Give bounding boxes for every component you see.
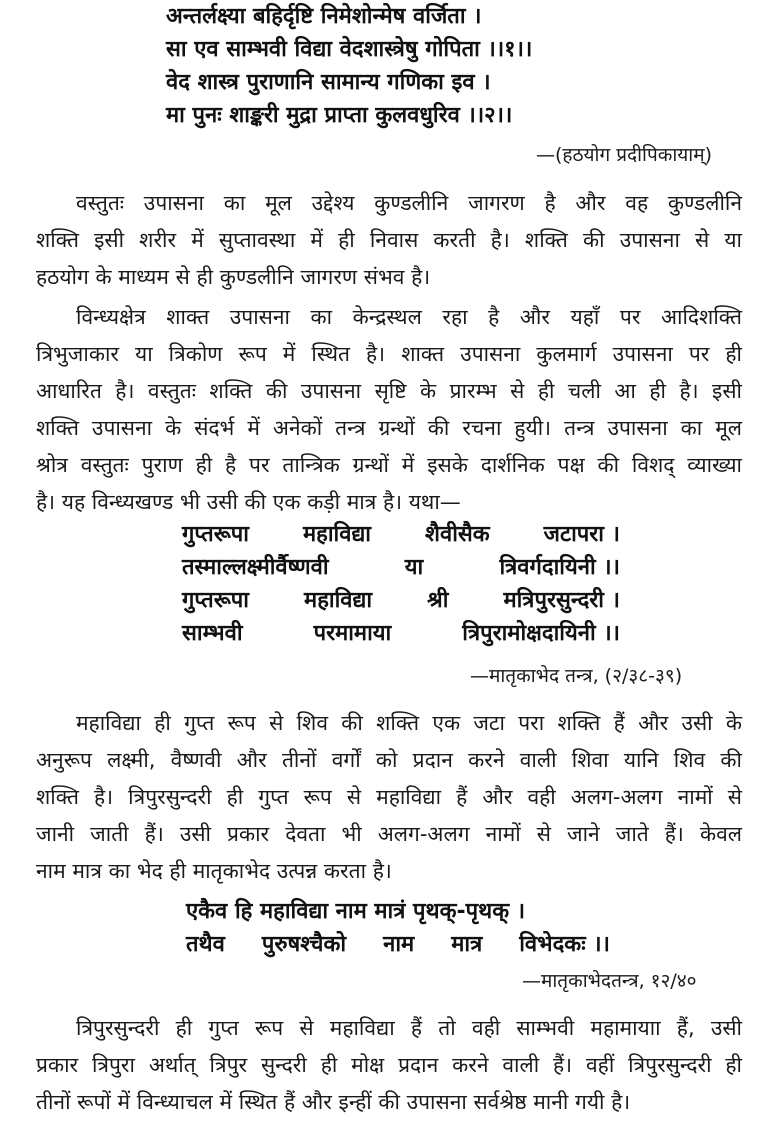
verse-word: जटापरा । bbox=[543, 522, 620, 547]
paragraph-line: त्रिपुरसुन्दरी ही गुप्त रूप से महाविद्या हैं तो वही साम्भवी महामायाा हैं, उसी bbox=[76, 1016, 742, 1040]
paragraph-line: श्रोत्र वस्तुतः पुराण ही है पर तान्त्रिक ग्रन्थों में इसके दार्शनिक पक्ष की विशद् व्याख्या bbox=[36, 453, 742, 477]
verse-matrikabheda-1 bbox=[182, 518, 620, 650]
verse-word: मात्र bbox=[451, 932, 483, 957]
citation-matrikabheda-1: —मातृकाभेद तन्त्र, (२/३८-३९) bbox=[470, 665, 683, 687]
verse-word: मत्रिपुरसुन्दरी । bbox=[503, 588, 620, 613]
paragraph-line: अनुरूप लक्ष्मी, वैष्णवी और तीनों वर्गों को प्रदान करने वाली शिवा यानि शिव की bbox=[36, 748, 742, 772]
verse-line bbox=[182, 551, 620, 584]
verse-line: अन्तर्लक्ष्या बहिर्दृष्टि निमेशोन्मेष वर्जिता । bbox=[166, 4, 482, 29]
verse-word: नाम bbox=[383, 932, 415, 957]
paragraph-4 bbox=[36, 1010, 742, 1121]
paragraph-line: आधारित है। वस्तुतः शक्ति की उपासना सृष्टि के प्रारम्भ से ही चली आ ही है। इसी bbox=[36, 379, 742, 403]
verse-word: महाविद्या bbox=[304, 588, 373, 613]
paragraph-line: शक्ति है। त्रिपुरसुन्दरी ही गुप्त रूप से महाविद्या हैं और वही अलग-अलग नामों से bbox=[36, 785, 742, 809]
verse-line bbox=[186, 928, 610, 961]
verse-line bbox=[182, 518, 620, 551]
verse-word: श्री bbox=[427, 588, 449, 613]
verse-word: त्रिपुरामोक्षदायिनी ।। bbox=[462, 621, 620, 646]
citation-hathayoga: —(हठयोग प्रदीपिकायाम्) bbox=[536, 144, 712, 166]
verse-word: साम्भवी bbox=[182, 621, 243, 646]
verse-word: महाविद्या bbox=[302, 522, 372, 547]
paragraph-2 bbox=[36, 299, 742, 521]
paragraph-3 bbox=[36, 705, 742, 890]
paragraph-line: त्रिभुजाकार या त्रिकोण रूप में स्थित है। शाक्त उपासना कुलमार्ग उपासना पर ही bbox=[36, 342, 742, 366]
verse-word: पुरुषश्चैको bbox=[261, 932, 347, 957]
verse-word: गुप्तरूपा bbox=[182, 588, 249, 613]
paragraph-line: प्रकार त्रिपुरा अर्थात् त्रिपुर सुन्दरी ही मोक्ष प्रदान करने वाली हैं। वहीं त्रिपुरसुन्दरी ही bbox=[36, 1053, 742, 1077]
paragraph-1 bbox=[36, 185, 742, 296]
citation-matrikabheda-2: —मातृकाभेदतन्त्र, १२/४० bbox=[522, 970, 697, 992]
verse-word: परमामाया bbox=[313, 621, 392, 646]
verse-matrikabheda-2 bbox=[186, 895, 610, 961]
verse-word: शैवीसैक bbox=[425, 522, 490, 547]
paragraph-line: नाम मात्र का भेद ही मातृकाभेद उत्पन्न करता है। bbox=[36, 859, 392, 883]
verse-word: तथैव bbox=[186, 932, 225, 957]
paragraph-line: शक्ति उपासना के संदर्भ में अनेकों तन्त्र ग्रन्थों की रचना हुयी। तन्त्र उपासना का मूल bbox=[36, 416, 742, 440]
paragraph-line: महाविद्या ही गुप्त रूप से शिव की शक्ति एक जटा परा शक्ति हैं और उसी के bbox=[76, 711, 742, 735]
verse-hathayoga bbox=[166, 0, 532, 132]
paragraph-line: विन्ध्यक्षेत्र शाक्त उपासना का केन्द्रस्थल रहा है और यहाँ पर आदिशक्ति bbox=[76, 305, 742, 329]
verse-word: त्रिवर्गदायिनी ।। bbox=[499, 555, 620, 580]
verse-word: विभेदकः ।। bbox=[519, 932, 610, 957]
verse-word: गुप्तरूपा bbox=[182, 522, 249, 547]
verse-word: तस्माल्लक्ष्मीर्वैष्णवी bbox=[182, 555, 329, 580]
verse-line: मा पुनः शाङ्करी मुद्रा प्राप्ता कुलवधुरिव ।।२।। bbox=[166, 103, 513, 128]
paragraph-line: वस्तुतः उपासना का मूल उद्देश्य कुण्डलीनि जागरण है और वह कुण्डलीनि bbox=[76, 191, 742, 215]
verse-word: या bbox=[404, 555, 424, 580]
paragraph-line: जानी जाती हैं। उसी प्रकार देवता भी अलग-अलग नामों से जाने जाते हैं। केवल bbox=[36, 822, 742, 846]
paragraph-line: है। यह विन्ध्यखण्ड भी उसी की एक कड़ी मात्र है। यथा— bbox=[36, 490, 461, 514]
verse-line: सा एव साम्भवी विद्या वेदशास्त्रेषु गोपिता ।।१।। bbox=[166, 37, 533, 62]
paragraph-line: शक्ति इसी शरीर में सुप्तावस्था में ही निवास करती है। शक्ति की उपासना से या bbox=[36, 228, 742, 252]
paragraph-line: हठयोग के माध्यम से ही कुण्डलीनि जागरण संभव है। bbox=[36, 265, 431, 289]
verse-line bbox=[182, 617, 620, 650]
verse-line bbox=[182, 584, 620, 617]
paragraph-line: तीनों रूपों में विन्ध्याचल में स्थित हैं और इन्हीं की उपासना सर्वश्रेष्ठ मानी गयी है। bbox=[36, 1090, 631, 1114]
verse-line: एकैव हि महाविद्या नाम मात्रं पृथक्-पृथक् । bbox=[186, 899, 526, 924]
verse-line: वेद शास्त्र पुराणानि सामान्य गणिका इव । bbox=[166, 70, 491, 95]
